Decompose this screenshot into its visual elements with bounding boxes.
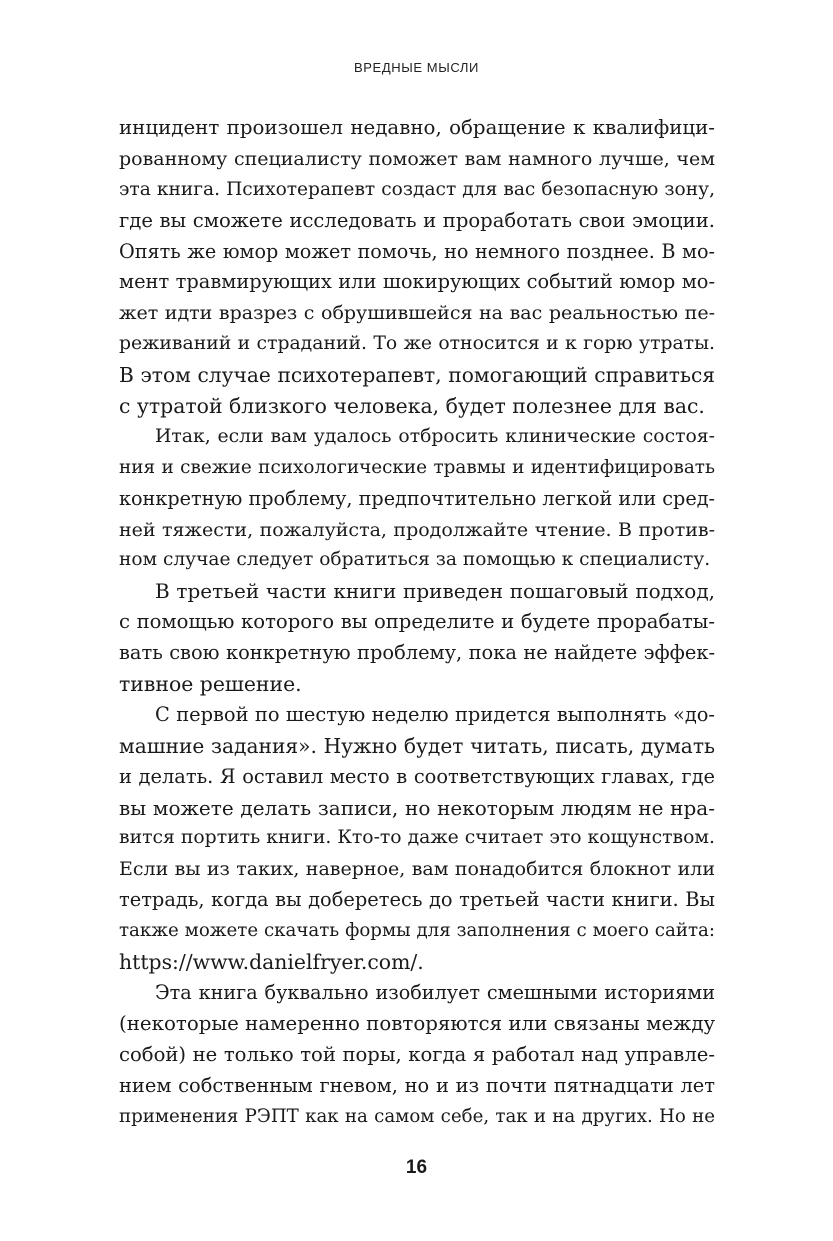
paragraph <box>119 576 715 700</box>
text-line: С первой по шестую неделю придется выполнять «до- <box>155 702 715 726</box>
text-line: В третьей части книги приведен пошаговый подход, <box>155 579 715 604</box>
text-line: вать свою конкретную проблему, пока не найдете эффек- <box>119 641 715 665</box>
text-line: тетрадь, когда вы доберетесь до третьей части книги. Вы <box>119 888 715 912</box>
text-line: ния и свежие психологические травмы и идентифицировать <box>119 456 715 478</box>
text-line: Эта книга буквально изобилует смешными историями <box>155 980 715 1004</box>
text-line: Если вы из таких, наверное, вам понадобится блокнот или <box>119 858 715 881</box>
text-line: нием собственным гневом, но и из почти пятнадцати лет <box>119 1073 715 1097</box>
text-line: инцидент произошел недавно, обращение к квалифици- <box>119 116 715 139</box>
text-line: Итак, если вам удалось отбросить клинические состоя- <box>155 425 715 447</box>
paragraph <box>119 978 715 1132</box>
text-line: вится портить книги. Кто-то даже считает это кощунством. <box>119 827 715 849</box>
text-line: эта книга. Психотерапевт создаст для вас безопасную зону, <box>119 178 715 200</box>
text-line: жет идти вразрез с обрушившейся на вас реальностью пе- <box>119 302 715 325</box>
text-line: с помощью которого вы определите и будете прорабаты- <box>119 610 715 634</box>
paragraph <box>119 422 715 576</box>
text-line: с утратой близкого человека, будет полезнее для вас. <box>119 394 705 419</box>
text-line: применения РЭПТ как на самом себе, так и на других. Но не <box>119 1105 715 1127</box>
text-line: ней тяжести, пожалуйста, продолжайте чтение. В против- <box>119 518 715 541</box>
text-line: и делать. Я оставил место в соответствующих главах, где <box>119 764 715 788</box>
text-line: https://www.danielfryer.com/. <box>119 950 424 975</box>
text-line: также можете скачать формы для заполнения с моего сайта: <box>119 920 715 942</box>
page-number: 16 <box>405 1157 428 1178</box>
body-text <box>119 113 715 1132</box>
text-line: где вы сможете исследовать и проработать свои эмоции. <box>119 208 715 232</box>
text-line: В этом случае психотерапевт, помогающий справиться <box>119 363 715 388</box>
text-line: реживаний и страданий. То же относится и к горю утраты. <box>119 333 715 355</box>
text-line: (некоторые намеренно повторяются или связаны между <box>119 1011 716 1035</box>
text-line: ном случае следует обратиться за помощью к специалисту. <box>119 549 711 571</box>
text-line: вы можете делать записи, но некоторым людям не нра- <box>119 795 715 820</box>
text-line: тивное решение. <box>119 672 302 697</box>
paragraph <box>119 113 715 422</box>
text-line: машние задания». Нужно будет читать, писать, думать <box>119 733 715 758</box>
paragraph <box>119 700 715 978</box>
text-line: рованному специалисту поможет вам намного лучше, чем <box>119 147 715 170</box>
text-line: Опять же юмор может помочь, но немного позднее. В мо- <box>119 239 715 263</box>
text-line: мент травмирующих или шокирующих событий юмор мо- <box>119 270 715 294</box>
text-line: собой) не только той поры, когда я работал над управле- <box>119 1042 715 1066</box>
running-head: ВРЕДНЫЕ МЫСЛИ <box>354 60 479 75</box>
text-line: конкретную проблему, предпочтительно легкой или сред- <box>119 486 715 510</box>
